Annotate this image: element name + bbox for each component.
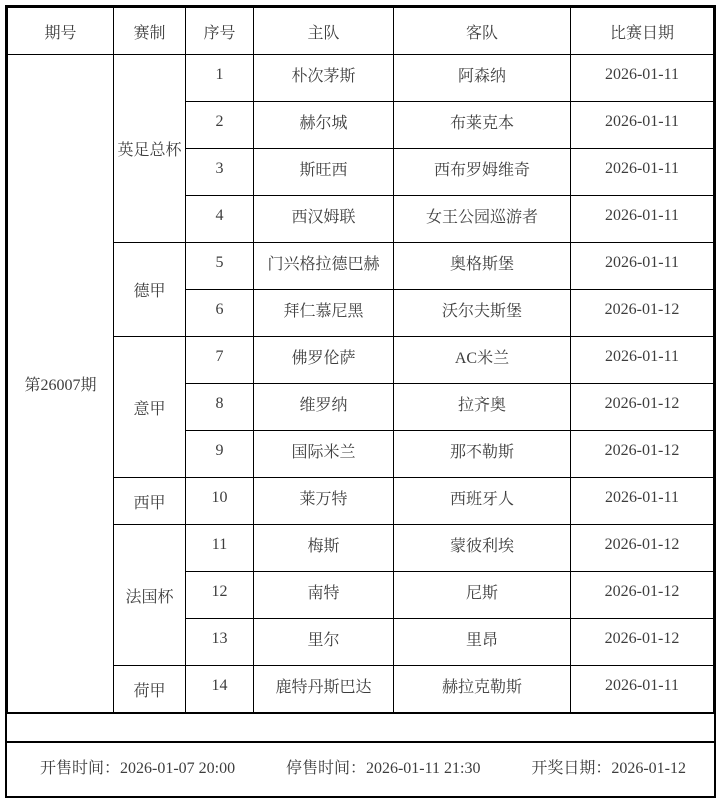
sale-start-time (40, 755, 235, 778)
home-team-cell: 南特 (254, 572, 394, 619)
home-team-cell: 莱万特 (254, 478, 394, 525)
sale-end-value: 2026-01-11 21:30 (365, 760, 481, 777)
match-date-cell: 2026-01-12 (571, 290, 714, 337)
match-date-cell: 2026-01-11 (571, 243, 714, 290)
home-team-cell: 梅斯 (254, 525, 394, 572)
home-team-cell: 赫尔城 (254, 102, 394, 149)
sale-end-label: 停售时间： (285, 760, 366, 777)
match-no-cell: 11 (186, 525, 254, 572)
match-no-cell: 10 (186, 478, 254, 525)
league-cell: 意甲 (114, 337, 186, 478)
header-league: 赛制 (114, 8, 186, 55)
away-team-cell: 那不勒斯 (394, 431, 571, 478)
league-cell: 英足总杯 (114, 55, 186, 243)
spacer-row (7, 713, 714, 743)
table-row (8, 243, 714, 290)
home-team-cell: 里尔 (254, 619, 394, 666)
match-date-cell: 2026-01-11 (571, 149, 714, 196)
match-date-cell: 2026-01-11 (571, 55, 714, 102)
home-team-cell: 西汉姆联 (254, 196, 394, 243)
match-no-cell: 13 (186, 619, 254, 666)
league-cell: 德甲 (114, 243, 186, 337)
match-date-cell: 2026-01-12 (571, 619, 714, 666)
header-date: 比赛日期 (571, 8, 714, 55)
match-date-cell: 2026-01-11 (571, 666, 714, 713)
match-date-cell: 2026-01-11 (571, 102, 714, 149)
header-home: 主队 (254, 8, 394, 55)
home-team-cell: 拜仁慕尼黑 (254, 290, 394, 337)
away-team-cell: 沃尔夫斯堡 (394, 290, 571, 337)
draw-date-value: 2026-01-12 (611, 760, 686, 777)
header-away: 客队 (394, 8, 571, 55)
match-no-cell: 12 (186, 572, 254, 619)
table-row (8, 525, 714, 572)
draw-date (531, 755, 686, 778)
away-team-cell: 里昂 (394, 619, 571, 666)
period-cell: 第26007期 (8, 55, 114, 713)
header-row (8, 8, 714, 55)
match-no-cell: 9 (186, 431, 254, 478)
away-team-cell: 赫拉克勒斯 (394, 666, 571, 713)
match-date-cell: 2026-01-12 (571, 384, 714, 431)
away-team-cell: 西布罗姆维奇 (394, 149, 571, 196)
table-row (8, 666, 714, 713)
home-team-cell: 朴次茅斯 (254, 55, 394, 102)
away-team-cell: 阿森纳 (394, 55, 571, 102)
home-team-cell: 斯旺西 (254, 149, 394, 196)
match-date-cell: 2026-01-12 (571, 525, 714, 572)
match-date-cell: 2026-01-11 (571, 478, 714, 525)
away-team-cell: 女王公园巡游者 (394, 196, 571, 243)
league-cell: 法国杯 (114, 525, 186, 666)
match-no-cell: 14 (186, 666, 254, 713)
match-date-cell: 2026-01-11 (571, 337, 714, 384)
home-team-cell: 佛罗伦萨 (254, 337, 394, 384)
draw-date-label: 开奖日期： (531, 760, 612, 777)
away-team-cell: 奥格斯堡 (394, 243, 571, 290)
table-row (8, 55, 714, 102)
match-no-cell: 1 (186, 55, 254, 102)
match-no-cell: 6 (186, 290, 254, 337)
away-team-cell: 西班牙人 (394, 478, 571, 525)
league-cell: 西甲 (114, 478, 186, 525)
sale-start-value: 2026-01-07 20:00 (120, 760, 236, 777)
match-table (7, 7, 714, 713)
match-date-cell: 2026-01-11 (571, 196, 714, 243)
lottery-schedule-sheet (5, 5, 716, 798)
home-team-cell: 维罗纳 (254, 384, 394, 431)
home-team-cell: 国际米兰 (254, 431, 394, 478)
table-row (8, 478, 714, 525)
sale-end-time (286, 755, 481, 778)
away-team-cell: 布莱克本 (394, 102, 571, 149)
home-team-cell: 门兴格拉德巴赫 (254, 243, 394, 290)
header-no: 序号 (186, 8, 254, 55)
match-no-cell: 5 (186, 243, 254, 290)
away-team-cell: 拉齐奥 (394, 384, 571, 431)
match-no-cell: 2 (186, 102, 254, 149)
match-date-cell: 2026-01-12 (571, 431, 714, 478)
match-no-cell: 7 (186, 337, 254, 384)
home-team-cell: 鹿特丹斯巴达 (254, 666, 394, 713)
match-date-cell: 2026-01-12 (571, 572, 714, 619)
footer-bar (7, 743, 714, 796)
table-row (8, 337, 714, 384)
away-team-cell: 蒙彼利埃 (394, 525, 571, 572)
match-no-cell: 3 (186, 149, 254, 196)
away-team-cell: AC米兰 (394, 337, 571, 384)
match-no-cell: 4 (186, 196, 254, 243)
away-team-cell: 尼斯 (394, 572, 571, 619)
match-no-cell: 8 (186, 384, 254, 431)
header-period: 期号 (8, 8, 114, 55)
league-cell: 荷甲 (114, 666, 186, 713)
sale-start-label: 开售时间： (40, 760, 121, 777)
